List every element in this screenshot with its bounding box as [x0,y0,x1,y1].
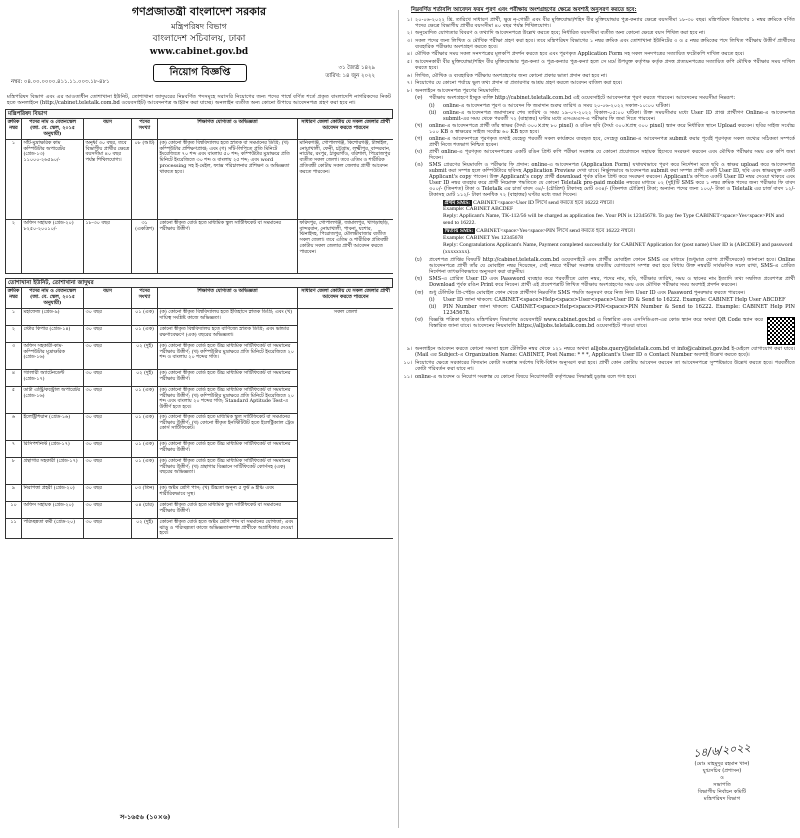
sms-tag: প্রথম SMS: [444,199,471,206]
rules-heading: নিম্নবর্ণিত শর্তাবলি আবেদন ফরম পূরণ এবং পরীক্ষায় অংশগ্রহণের ক্ষেত্রে অবশ্যই অনুসরণ করতে হবে: [411,7,637,13]
post-cell: গ্যালারী অ্যাটেনডেন্ট (গ্রেড-১৭) [22,369,84,386]
post-cell: অফিস সহায়ক (গ্রেড-২০) [22,501,84,518]
age-cell: ১৮-৩০ বছর [84,219,132,273]
post-cell: ইলেক্ট্রিশিয়ান (গ্রেড-১৬) [22,413,84,440]
post-cell: রিসিপশনিস্ট (গ্রেড-১৭) [22,440,84,457]
rules-list [403,17,795,380]
qualification-cell: কোনো স্বীকৃত বোর্ড হতে মাধ্যমিক স্কুল সার্টিফিকেট বা সমমানের পরীক্ষায় উত্তীর্ণ। [158,501,298,518]
serial-cell: ৯ [6,484,22,501]
rule-subitem: (জ) শুধু টেলিটক প্রি-পেইড মোবাইল ফোন থেকে প্রার্থীগণ নিম্নবর্ণিত SMS পদ্ধতি অনুসরণ করে নিজ নিজ User ID এবং Password পুনরুদ্ধার করতে পারবেন। [415,289,746,296]
qualification-cell: কোনো স্বীকৃত বোর্ড হতে অষ্টম শ্রেণি পাস বা সমমানের যোগ্যতা; এবং ঝাড়ু ও পরিচ্ছন্নতা কাজে অভিজ্ঞতাসম্পন্ন প্রার্থীকে অগ্রাধিকার দেওয়া হবে। [158,518,298,538]
table-row [6,219,394,273]
letterhead [5,6,393,58]
age-cell: ৩০ বছর [84,369,132,386]
reference-row [5,62,393,92]
age-cell: ৩০ বছর [84,308,132,325]
post-cell: মহাফেজ (গ্রেড-৯) [22,308,84,325]
qualification-cell: (ক) কোনো স্বীকৃত বোর্ড হতে উচ্চ মাধ্যমিক সার্টিফিকেট বা সমমানের পরীক্ষায় উত্তীর্ণ। [158,440,298,457]
rule-subitem: (ii) PIN Number জানা থাকলে: CABINET<space>Help<space>PIN<space>PIN Number & Send to 16222. Example: CABINET Help PIN 12345678. [429,304,795,317]
rule-item: ২। অনুমোদিত যোগ্যতার বিবরণ ও তথ্যাদি আবেদনপত্রে উল্লেখ করতে হবে; নির্ধারিত বয়সসীমা ব্যতীত অন্য কোনো ক্ষেত্রে বয়স শিথিল করা হবে না। [406,30,706,37]
rule-subitem: (ঙ) SMS প্রেরণের নিয়মাবলি ও পরীক্ষার ফি প্রদান: online-এ আবেদনপত্র (Application Form) যথাযথভাবে পূরণ করে নির্দেশনা মতে ছবি ও স্বাক্ষর upload করে আবেদনপত্র submit করা সম্পন্ন হলে কম্পিউটারে ছবিসহ Application Preview দেখা যাবে। নির্ভুলভাবে আবেদনপত্র submit করা সম্পন্ন প্রার্থী একটি User ID, ছবি এবং স্বাক্ষরযুক্ত একটি Applicant's copy পাবেন। উক্ত Applicant's copy প্রার্থী download পূর্বক রঙিন প্রিন্ট করে সংরক্ষণ করবেন। Applicant's কপিতে একটি User ID নম্বর দেওয়া থাকবে এবং User ID নম্বর ব্যবহার করে প্রার্থী নিম্নোক্ত পদ্ধতিতে যে কোনো Teletalk pre-paid mobile নম্বরের মাধ্যমে ০২ (দুই)টি SMS করে ১ নম্বর ক্রমিক পদের জন্য পরীক্ষার ফি বাবদ ৩০০/- (তিনশত) টাকা ও Teletalk এর চার্জ বাবদ ৩৪/- (চৌত্রিশ) টাকাসহ মোট ৩৩৪/- (তিনশত চৌত্রিশ) টাকা; অন্যান্য পদের জন্য ১০০/- টাকা ও Teletalk এর চার্জ বাবদ ১২/- টাকাসহ মোট ১১২/- টাকা অনধিক ৭২ (বাহাত্তর) ঘণ্টার মধ্যে জমা দিবেন। [415,162,795,199]
signature-mark: ১৪/৬/২০২২ [692,741,752,760]
count-cell: ০২ (দুই) [132,342,158,369]
rule-item: ৯। অনলাইনে আবেদন করতে কোনো সমস্যা হলে টেলিটক নম্বর থেকে ১২১ নম্বরে অথবা alljobs.query@teletalk.com.bd বা info@cabinet.gov.bd ই-মেইলে যোগাযোগ করা যাবে। (Mail এর Subject-এ Organization Name: CABINET, Post Name: * * *, Applicant's User ID ও Contact Number অবশ্যই উল্লেখ করতে হবে)। [406,346,795,359]
age-cell: ৩০ বছর [84,440,132,457]
post-cell: অফিস সহায়ক (গ্রেড-২০) ৮২৫০-২০০১০/- [22,219,84,273]
rule-item: ১১। online-এ আবেদন ও নিয়োগ সংক্রান্ত যে কোনো বিষয়ে নিয়োগকারী কর্তৃপক্ষের সিদ্ধান্তই চূড়ান্ত বলে গণ্য হবে। [403,373,637,380]
publication-code: স-১৬৫৬ (১০×৬) [120,813,171,821]
qualification-cell: (ক) কোনো স্বীকৃত বোর্ড হতে মাধ্যমিক স্কুল সার্টিফিকেট বা সমমানের পরীক্ষায় উত্তীর্ণ; (খ) কোনো স্বীকৃত ইনস্টিটিউট হতে ইলেক্ট্রিক্যাল ট্রেড কোর্স সার্টিফিকেট। [158,413,298,440]
qualification-cell: (ক) অষ্টম শ্রেণি পাস; (খ) উচ্চতা অনূন্য ৫ ফুট ৬ ইঞ্চি এবং শারীরিকভাবে সুস্থ। [158,484,298,501]
count-cell: ০১ (এক) [132,308,158,325]
post-cell: সাঁট-মুদ্রাক্ষরিক কাম কম্পিউটার অপারেটর (গ্রেড-১৩) ১১০০০-২৬৫৯০/- [22,139,84,219]
col-header: শিক্ষাগত যোগ্যতা ও অভিজ্ঞতা [158,288,298,308]
table-header-row [6,288,394,308]
intro-paragraph: মন্ত্রিপরিষদ বিভাগ এবং এর আওতাধীন তোশাখানা ইউনিট, তোশাখানা জাদুঘরের নিম্নবর্ণিত পদসমূহে সরাসরি নিয়োগের জন্য পদের পার্শ্বে বর্ণিত শর্তে প্রকৃত বাংলাদেশি নাগরিকদের নিকট হতে অনলাইনে (http://cabinet.teletalk.com.bd ওয়েবসাইট) আবেদনপত্র আহ্বান করা যাচ্ছে। অনলাইন ব্যতীত অন্য কোনো উপায়ে আবেদনপত্র গ্রহণ করা হবে না। [7,93,391,106]
col-header: সাধারণ জেলা কোটায় যে সকল জেলার প্রার্থী আবেদন করতে পারবেন [298,119,394,139]
count-cell: ০১ (এক) [132,386,158,413]
serial-cell: ৫ [6,386,22,413]
rule-subitem: (খ) online-এ আবেদনপত্রে প্রার্থী তাঁর স্বাক্ষর (দৈর্ঘ্য ৩০০×প্রস্থ ৮০ pixel) ও রঙিন ছবি (দৈর্ঘ্য ৩০০×প্রস্থ ৩০০ pixel) স্ক্যান করে নির্ধারিত স্থানে Upload করবেন। ছবির সাইজ সর্বোচ্চ ১০০ KB ও স্বাক্ষরের সাইজ সর্বোচ্চ ৬০ KB হতে হবে। [415,122,795,135]
signatory-name: (মোঃ মাহমুদুর রহমান খান) [694,760,750,767]
post-cell: অফিস সহকারী-কাম-কম্পিউটার মুদ্রাক্ষরিক (গ্রেড-১৬) [22,342,84,369]
col-header: ক্রমিক নম্বর [6,119,22,139]
col-header: পদের নাম ও বেতনস্কেল (জা. বে. স্কেল, ২০১৫ অনুযায়ী) [22,288,84,308]
count-cell: ০৩ (তিন) [132,484,158,501]
col-header: ক্রমিক নম্বর [6,288,22,308]
signature-block [662,741,782,803]
date-bangla: ৩১ জ্যৈষ্ঠ ১৪২৯ [338,64,375,71]
sms-instructions-second: দ্বিতীয় SMS: CABINET<space>Yes<space>PIN লিখে send করতে হবে 16222 নম্বরে। Example: CABINET Yes 12345678 Reply: Congratulations Applicant's Name, Payment completed successfully for CABINET Application for (post name) User ID is (ABCDEF) and password (xxxxxxxx). [443,228,793,255]
col-header: বয়স [84,119,132,139]
website-link[interactable]: www.cabinet.gov.bd [149,47,249,58]
col-header: শিক্ষাগত যোগ্যতা ও অভিজ্ঞতা [158,119,298,139]
col-header: পদের সংখ্যা [132,288,158,308]
qualification-cell: কোনো স্বীকৃত বিশ্ববিদ্যালয় হতে বাণিজ্যে স্নাতক ডিগ্রি; এবং ভান্ডার রক্ষণাবেক্ষণে (এক) বছরের অভিজ্ঞতা। [158,325,298,342]
post-cell: নিরাপত্তা প্রহরী (গ্রেড-২০) [22,484,84,501]
serial-cell: ১০ [6,501,22,518]
age-cell: ৩০ বছর [84,325,132,342]
qualification-cell: (ক) কোনো স্বীকৃত বিশ্ববিদ্যালয় হতে স্নাতক বা সমমানের ডিগ্রি; (খ) কম্পিউটার প্রশিক্ষণপ্রাপ্ত; এবং (গ) সাঁট-লিপিতে প্রতি মিনিটে ইংরেজিতে ৭০ শব্দ এবং বাংলায় ৫০ শব্দ; কম্পিউটার মুদ্রাক্ষরে প্রতি মিনিটে ইংরেজিতে ৩০ শব্দ ও বাংলায় ২৫ শব্দ; এবং word processing সহ ই-মেইল, ফ্যাক্স পরিচালনার প্রশিক্ষণ ও অভিজ্ঞতা থাকতে হবে। [158,139,298,219]
date-english: ১৪ জুন ২০২২ [342,73,375,80]
page-title: নিয়োগ বিজ্ঞপ্তি [153,64,247,82]
age-cell: ৩০ বছর [84,484,132,501]
right-column [403,6,795,832]
rule-subitem: (i) User ID জানা থাকলে: CABINET<space>Help<space>User<space>User ID & Send to 16222. Example: CABINET Help User ABCDEF [429,296,786,303]
age-cell: ৩০ বছর [84,386,132,413]
post-cell: ডাটা এন্ট্রি/কন্ট্রোল অপারেটর (গ্রেড-১৬) [22,386,84,413]
rule-item: ৬। লিখিত, মৌখিক ও ব্যবহারিক পরীক্ষায় অংশগ্রহণের জন্য কোনো প্রকার ভাতা প্রদান করা হবে না। [406,72,608,79]
count-cell: ০৪ (চার) [132,501,158,518]
left-column [5,6,393,832]
serial-cell: ৬ [6,413,22,440]
rule-subitem: (ক) পরীক্ষায় অংশগ্রহণে ইচ্ছুক ব্যক্তি http://cabinet.teletalk.com.bd এই ওয়েবসাইটে আবেদনপত্র পূরণ করতে পারবেন। আবেদনের সময়সীমা নিম্নরূপ: [415,95,736,102]
qr-code-icon[interactable] [767,317,795,345]
column-divider [398,10,399,828]
age-cell: ৩০ বছর [84,457,132,484]
division-name: মন্ত্রিপরিষদ বিভাগ [171,21,227,31]
signatory-title: সভাপতি [713,781,731,788]
qualification-cell: (ক) কোনো স্বীকৃত বোর্ড হতে উচ্চ মাধ্যমিক সার্টিফিকেট বা সমমানের পরীক্ষায় উত্তীর্ণ; (খ) কম্পিউটার মুদ্রাক্ষরে প্রতি মিনিটে ইংরেজিতে ২০ শব্দ এবং বাংলায় ২০ শব্দের গতি; Standard Aptitude Test-এ উত্তীর্ণ হতে হবে। [158,386,298,413]
col-header: সাধারণ জেলা কোটায় যে সকল জেলার প্রার্থী আবেদন করতে পারবেন [298,288,394,308]
count-cell: ০২ (দুই) [132,518,158,538]
rule-subitem: (ii) online-এ আবেদনপত্র জমাদানের শেষ তারিখ ও সময় ১৯-০৭-২০২২ বিকাল-০৫:০০ ঘটিকা। উক্ত সময়সীমার মধ্যে User ID প্রাপ্ত প্রার্থীগণ Online-এ আবেদনপত্র submit-এর সময় থেকে পরবর্তী ৭২ (বাহাত্তর) ঘণ্টার মধ্যে এসএমএস-এ পরীক্ষার ফি জমা দিতে পারবেন। [429,109,795,122]
government-name: গণপ্রজাতন্ত্রী বাংলাদেশ সরকার [131,6,267,18]
signatory-title: যুগ্মসচিব (প্রশাসন) [702,767,742,774]
rule-subitem: (ঝ) বিজ্ঞপ্তি পত্রিকা ছাড়াও মন্ত্রিপরিষদ বিভাগের ওয়েবসাইট www.cabinet.gov.bd এ বিস্তারিত এবং এসসিডিএল-এর কোড স্ক্যান করে অথবা QR Code স্ক্যান করে বিস্তারিত জানা যাবে। আবেদনের নিয়মাবলি https://alljobs.teletalk.com.bd ওয়েবসাইটে পাওয়া যাবে। [415,317,795,345]
sms-tag: দ্বিতীয় SMS: [444,228,474,235]
serial-cell: ৪ [6,369,22,386]
count-cell: ০৮ (আট) [132,139,158,219]
rule-item: ৮। অনলাইনে আবেদনপত্র পূরণের নিয়মাবলি: [406,87,500,94]
age-cell: অনূর্ধ্ব ৩০ বছর, তবে বিভাগীয় প্রার্থীর ক্ষেত্রে বয়সসীমা ৪০ বছর পর্যন্ত শিথিলযোগ্য। [84,139,132,219]
date-block [325,64,375,81]
date-label: তারিখ: [325,73,341,80]
qualification-cell: (ক) কোনো স্বীকৃত বোর্ড হতে উচ্চ মাধ্যমিক সার্টিফিকেট বা সমমানের পরীক্ষায় উত্তীর্ণ। [158,369,298,386]
age-cell: ৩০ বছর [84,413,132,440]
age-cell: ৩০ বছর [84,518,132,538]
rule-subitem: (i) online-এ আবেদনপত্র পূরণ ও আবেদন ফি জমাদান শুরুর তারিখ ও সময় ২০-০৬-২০২২ সকাল-১০:০০ ঘটিকা। [429,102,671,109]
rule-item: ৪। মৌখিক পরীক্ষার সময় সকল সনদপত্রের মূলকপি প্রদর্শন করতে হবে এবং পূরণকৃত Application Form সহ সকল সনদপত্রের সত্যায়িত ফটোকপি দাখিল করতে হবে। [406,51,745,58]
rule-item: ৩। সকল পদের জন্য লিখিত ও মৌখিক পরীক্ষা গ্রহণ করা হবে। তবে মন্ত্রিপরিষদ বিভাগের ১ নম্বর ক্রমিক এবং তোশাখানা ইউনিটের ৩ ও ৫ নম্বর ক্রমিকের পদে লিখিত পরীক্ষায় উত্তীর্ণ প্রার্থীদের ব্যবহারিক পরীক্ষায় অংশগ্রহণ করতে হবে। [406,37,795,50]
rule-subitem: (ছ) SMS-এ প্রেরিত User ID এবং Password ব্যবহার করে পরবর্তীতে রোল নম্বর, পদের নাম, ছবি, পরীক্ষার তারিখ, সময় ও স্থানের নাম ইত্যাদি তথ্য সম্বলিত প্রবেশপত্র প্রার্থী Download পূর্বক রঙিন Print করে নিবেন। প্রার্থী এই প্রবেশপত্রটি লিখিত পরীক্ষায় অংশগ্রহণের সময় এবং মৌখিক পরীক্ষার সময় অবশ্যই প্রদর্শন করবেন। [415,276,795,289]
qualification-cell: (ক) কোনো স্বীকৃত বিশ্ববিদ্যালয় হতে ইতিহাসে স্নাতক ডিগ্রি; এবং (খ) দায়িত্ব সংশ্লিষ্ট কাজে অভিজ্ঞতা। [158,308,298,325]
table-row [6,139,394,219]
district-cell: ফরিদপুর, গোপালগঞ্জ, জামালপুর, খাগড়াছড়ি, বান্দরবান, নোয়াখালী, পাবনা, যশোর, ঝিনাইদহ, পিরোজপুর, মৌলভীবাজার ব্যতীত সকল জেলা। তবে এতিম ও শারীরিক প্রতিবন্ধী কোটায় সকল জেলার প্রার্থী আবেদন করতে পারবেন। [298,219,394,273]
cabinet-posts-table [5,118,393,273]
qualification-cell: (ক) কোনো স্বীকৃত বোর্ড হতে উচ্চ মাধ্যমিক সার্টিফিকেট বা সমমানের পরীক্ষায় উত্তীর্ণ; (খ) কম্পিউটার মুদ্রাক্ষরে প্রতি মিনিটে ইংরেজিতে ২০ শব্দ ও বাংলায় ২০ শব্দের গতি। [158,342,298,369]
rule-item: ১০। নিয়োগের ক্ষেত্রে সরকারের বিদ্যমান কোটা সংক্রান্ত সর্বশেষ বিধি-বিধান অনুসরণ করা হবে। প্রার্থী কোন কোটায় আবেদন করবেন তা আবেদনপত্রে সুস্পষ্টভাবে উল্লেখ করতে হবে। পরবর্তীতে কোটা পরিবর্তন করা যাবে না। [403,360,795,372]
rule-item: ১। ২০-০৬-২০২২ খ্রি. তারিখে সাধারণ প্রার্থী, ক্ষুদ্র নৃ-গোষ্ঠী এবং বীর মুক্তিযোদ্ধা/শহিদ বীর মুক্তিযোদ্ধার পুত্র-কন্যার ক্ষেত্রে বয়সসীমা ১৮-৩০ বছর। মন্ত্রিপরিষদ বিভাগের ১ নম্বর ক্রমিকে বর্ণিত পদের ক্ষেত্রে বিভাগীয় প্রার্থীর বয়সসীমা ৪০ বছর পর্যন্ত শিথিলযোগ্য। [406,16,795,29]
col-header: বয়স [84,288,132,308]
district-cell: সকল জেলা [298,308,394,538]
count-cell: ০১ (এক) [132,413,158,440]
rule-item: ৭। নিয়োগের যে কোনো পর্যায়ে ভুল তথ্য প্রদান বা প্রতারণার আশ্রয় গ্রহণ করলে আবেদন বাতিল করা হবে। [406,80,623,87]
serial-cell: ১১ [6,518,22,538]
count-cell: ০২ (দুই) [132,369,158,386]
signatory-conjunction: ও [720,774,724,781]
signatory-title: মন্ত্রিপরিষদ বিভাগ [703,795,741,802]
reference-number: নম্বর: ০৪.০০.০০০০.৪১১.১১.০০৩.১৮-৪৮১ [11,78,110,85]
count-cell: ০১ (এক) [132,440,158,457]
signatory-title: বিভাগীয় নির্বাচন কমিটি [697,788,747,795]
count-cell: ৩১ (একত্রিশ) [132,219,158,273]
serial-cell: ২ [6,219,22,273]
qualification-cell: (ক) কোনো স্বীকৃত বোর্ড হতে উচ্চ মাধ্যমিক সার্টিফিকেট বা সমমানের পরীক্ষায় উত্তীর্ণ; (খ) গ্রন্থাগার বিজ্ঞানে সার্টিফিকেট কোর্সসহ (এক) বছরের অভিজ্ঞতা। [158,457,298,484]
serial-cell: ১ [6,139,22,219]
count-cell: ০১ (এক) [132,457,158,484]
serial-cell: ৩ [6,342,22,369]
district-cell: মানিকগঞ্জ, গোপালগঞ্জ, কিশোরগঞ্জ, টাঙ্গাইল, নোয়াখালী, ফেনী, চট্টগ্রাম, লক্ষ্মীপুর, বান্দরবান, নাটোর, রংপুর, ঠাকুরগাঁও, বরিশাল, পিরোজপুর ব্যতীত সকল জেলা। তবে এতিম ও শারীরিক প্রতিবন্ধী কোটায় সকল জেলার প্রার্থী আবেদন করতে পারবেন। [298,139,394,219]
secretariat-name: বাংলাদেশ সচিবালয়, ঢাকা [152,34,246,45]
age-cell: ৩০ বছর [84,342,132,369]
rule-subitem: (গ) online-এ আবেদনপত্রে পূরণকৃত তথ্যই যেহেতু পরবর্তী সকল কার্যক্রমে ব্যবহৃত হবে, সেহেতু online-এ আবেদনপত্র submit করার পূর্বেই পূরণকৃত সকল তথ্যের সঠিকতা সম্পর্কে প্রার্থী নিজে শতভাগ নিশ্চিত হবেন। [415,136,795,149]
table-header-row [6,119,394,139]
count-cell: ০১ (এক) [132,325,158,342]
qualification-cell: কোনো স্বীকৃত বোর্ড হতে মাধ্যমিক স্কুল সার্টিফিকেট বা সমমানের পরীক্ষায় উত্তীর্ণ। [158,219,298,273]
rule-item: ৫। আবেদনকারী বীর মুক্তিযোদ্ধা/শহিদ বীর মুক্তিযোদ্ধার পুত্র-কন্যা ও পুত্র-কন্যার পুত্র-কন্যা হলে সে মর্মে উপযুক্ত কর্তৃপক্ষ কর্তৃক প্রদত্ত প্রত্যয়নপত্রের সত্যায়িত কপি মৌখিক পরীক্ষার সময় দাখিল করতে হবে। [406,58,795,71]
serial-cell: ৮ [6,457,22,484]
col-header: পদের নাম ও বেতনস্কেল (জা. বে. স্কেল, ২০১৫ অনুযায়ী) [22,119,84,139]
serial-cell: ২ [6,325,22,342]
post-cell: স্টোর কিপার (গ্রেড-১৪) [22,325,84,342]
age-cell: ৩০ বছর [84,501,132,518]
post-cell: পরিচ্ছন্নতা কর্মী (গ্রেড-২০) [22,518,84,538]
rule-subitem: (ঘ) প্রার্থী online-এ পূরণকৃত আবেদনপত্রের একটি রঙিন প্রিন্ট কপি পরীক্ষা সংক্রান্ত যে কোনো প্রয়োজনে সহায়ক হিসেবে সংরক্ষণ করবেন এবং মৌখিক পরীক্ষার সময় এক কপি জমা দিবেন। [415,149,795,162]
serial-cell: ৭ [6,440,22,457]
post-cell: গ্রন্থাগার সহকারী (গ্রেড-১৭) [22,457,84,484]
toshakhana-posts-table [5,287,393,539]
rule-subitem: (চ) প্রবেশপত্র প্রাপ্তির বিষয়টি http://cabinet.teletalk.com.bd ওয়েবসাইটে এবং প্রার্থীর মোবাইল ফোনে SMS এর মাধ্যমে (শুধুমাত্র যোগ্য প্রার্থীদেরকে) জানানো হবে। Online আবেদনপত্রে প্রার্থী তাঁর যে মোবাইল নম্বর দিয়েছেন, সেই নম্বরে পরীক্ষা সংক্রান্ত যাবতীয় যোগাযোগ সম্পন্ন করা হবে বিধায় উক্ত নম্বরটি সার্বক্ষণিক সচল রাখা, SMS-এ প্রেরিত নির্দেশনা তাৎক্ষণিকভাবে অনুসরণ করা বাঞ্ছনীয়। [415,257,795,276]
table-row [6,308,394,325]
section-heading-toshakhana: তোশাখানা ইউনিট, তোশাখানা জাদুঘর [5,278,393,288]
serial-cell: ১ [6,308,22,325]
col-header: পদের সংখ্যা [132,119,158,139]
sms-instructions-first: প্রথম SMS: CABINET<space>User ID লিখে send করতে হবে 16222 নম্বরে। Example: CABINET ABCDEF Reply: Applicant's Name, TK-112/56 will be charged as application fee. Your PIN is 12345678. To pay fee Type CABINET<space>Yes<space>PIN and send to 16222. [443,199,784,226]
section-heading-cabinet: মন্ত্রিপরিষদ বিভাগ [5,109,393,119]
